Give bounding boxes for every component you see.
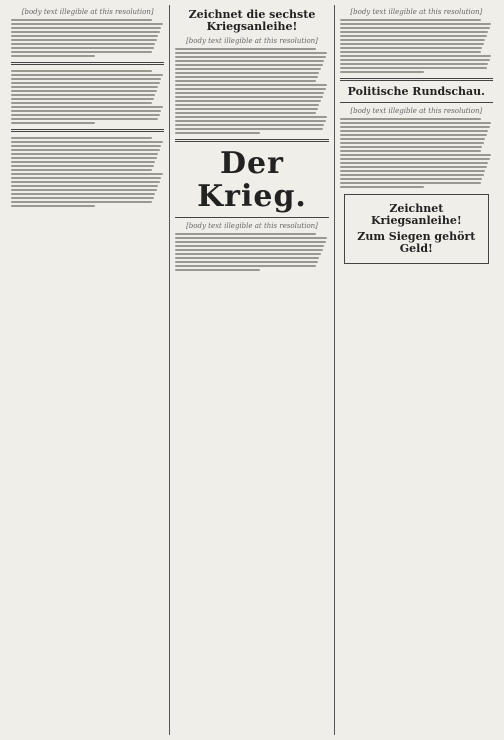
- text-line-placeholder: [11, 122, 95, 124]
- text-line-placeholder: [11, 94, 155, 96]
- text-line-placeholder: [11, 153, 158, 155]
- text-line-placeholder: [340, 27, 490, 29]
- body-text: [340, 19, 493, 73]
- divider: [11, 129, 164, 132]
- closing-appeal: [344, 194, 489, 264]
- text-line-placeholder: [11, 74, 163, 76]
- text-line-placeholder: [11, 106, 163, 108]
- body-text: [11, 137, 164, 207]
- body-text: [340, 118, 493, 188]
- column-left: [6, 5, 170, 735]
- text-line-placeholder: [11, 23, 163, 25]
- text-line-placeholder: [11, 161, 155, 163]
- divider: [175, 139, 328, 142]
- text-line-placeholder: [175, 88, 325, 90]
- text-line-placeholder: [340, 19, 481, 21]
- text-line-placeholder: [11, 82, 160, 84]
- text-line-placeholder: [11, 185, 158, 187]
- text-line-placeholder: [11, 137, 152, 139]
- text-line-placeholder: [175, 96, 322, 98]
- text-line-placeholder: [175, 128, 322, 130]
- closing-line-2: Zum Siegen gehört Geld!: [357, 230, 476, 256]
- illegible-note: [body text illegible at this resolution]: [186, 37, 318, 46]
- text-line-placeholder: [175, 104, 319, 106]
- text-line-placeholder: [175, 241, 325, 243]
- illegible-note: [body text illegible at this resolution]: [350, 8, 483, 16]
- text-line-placeholder: [175, 124, 324, 126]
- text-line-placeholder: [175, 261, 318, 263]
- appeal-heading: Zeichnet die sechste Kriegsanleihe!: [188, 8, 316, 34]
- text-line-placeholder: [175, 120, 325, 122]
- text-line-placeholder: [11, 114, 160, 116]
- illegible-note: [body text illegible at this resolution]: [21, 8, 154, 16]
- text-line-placeholder: [11, 43, 155, 45]
- divider: [11, 62, 164, 65]
- text-line-placeholder: [340, 31, 489, 33]
- text-line-placeholder: [175, 265, 316, 267]
- text-line-placeholder: [175, 269, 259, 271]
- text-line-placeholder: [340, 166, 487, 168]
- text-line-placeholder: [175, 52, 327, 54]
- text-line-placeholder: [11, 201, 152, 203]
- text-line-placeholder: [11, 165, 154, 167]
- text-line-placeholder: [340, 35, 487, 37]
- text-line-placeholder: [340, 130, 489, 132]
- text-line-placeholder: [11, 55, 95, 57]
- text-line-placeholder: [175, 237, 327, 239]
- text-line-placeholder: [11, 35, 158, 37]
- text-line-placeholder: [175, 60, 324, 62]
- text-line-placeholder: [175, 92, 324, 94]
- text-line-placeholder: [175, 245, 324, 247]
- text-line-placeholder: [340, 71, 424, 73]
- main-heading: Der Krieg.: [197, 146, 307, 215]
- text-line-placeholder: [11, 189, 157, 191]
- text-line-placeholder: [340, 55, 492, 57]
- illegible-note: [body text illegible at this resolution]: [186, 222, 318, 231]
- text-line-placeholder: [175, 132, 259, 134]
- body-text: [175, 48, 328, 134]
- column-middle: [170, 5, 334, 735]
- text-line-placeholder: [11, 98, 154, 100]
- text-line-placeholder: [340, 174, 484, 176]
- text-line-placeholder: [175, 72, 319, 74]
- text-line-placeholder: [340, 138, 486, 140]
- text-line-placeholder: [11, 193, 155, 195]
- column-right: [335, 5, 498, 735]
- text-line-placeholder: [11, 145, 161, 147]
- text-line-placeholder: [340, 158, 490, 160]
- text-line-placeholder: [340, 51, 481, 53]
- text-line-placeholder: [340, 126, 490, 128]
- text-line-placeholder: [340, 67, 487, 69]
- text-line-placeholder: [340, 142, 484, 144]
- body-text: [175, 233, 328, 271]
- divider: [340, 78, 493, 81]
- text-line-placeholder: [340, 162, 489, 164]
- text-line-placeholder: [175, 108, 318, 110]
- text-line-placeholder: [11, 78, 161, 80]
- text-line-placeholder: [175, 257, 319, 259]
- text-line-placeholder: [340, 122, 492, 124]
- text-line-placeholder: [11, 31, 160, 33]
- text-line-placeholder: [11, 173, 163, 175]
- text-line-placeholder: [11, 90, 157, 92]
- text-line-placeholder: [175, 100, 321, 102]
- text-line-placeholder: [11, 51, 152, 53]
- body-text: [11, 19, 164, 57]
- text-line-placeholder: [175, 80, 316, 82]
- text-line-placeholder: [175, 64, 322, 66]
- closing-line-1: Zeichnet Kriegsanleihe!: [370, 202, 462, 228]
- text-line-placeholder: [340, 154, 492, 156]
- body-text: [11, 70, 164, 124]
- text-line-placeholder: [11, 70, 152, 72]
- text-line-placeholder: [340, 134, 487, 136]
- text-line-placeholder: [340, 146, 483, 148]
- text-line-placeholder: [340, 178, 483, 180]
- text-line-placeholder: [11, 149, 160, 151]
- text-line-placeholder: [340, 59, 490, 61]
- text-line-placeholder: [175, 56, 325, 58]
- text-line-placeholder: [340, 170, 486, 172]
- text-line-placeholder: [340, 63, 489, 65]
- text-line-placeholder: [340, 39, 486, 41]
- text-line-placeholder: [175, 112, 316, 114]
- text-line-placeholder: [175, 68, 321, 70]
- text-line-placeholder: [11, 181, 160, 183]
- text-line-placeholder: [175, 76, 318, 78]
- text-line-placeholder: [175, 84, 327, 86]
- text-line-placeholder: [175, 116, 327, 118]
- text-line-placeholder: [11, 27, 161, 29]
- text-line-placeholder: [340, 186, 424, 188]
- text-line-placeholder: [340, 150, 481, 152]
- text-line-placeholder: [340, 43, 484, 45]
- text-line-placeholder: [11, 86, 158, 88]
- text-line-placeholder: [11, 169, 152, 171]
- text-line-placeholder: [175, 48, 316, 50]
- section-heading: Politische Rundschau.: [347, 85, 485, 98]
- illegible-note: [body text illegible at this resolution]: [350, 107, 483, 116]
- text-line-placeholder: [340, 47, 483, 49]
- divider: [175, 217, 328, 218]
- text-line-placeholder: [11, 157, 157, 159]
- text-line-placeholder: [11, 118, 158, 120]
- text-line-placeholder: [11, 141, 163, 143]
- text-line-placeholder: [11, 39, 157, 41]
- text-line-placeholder: [340, 118, 481, 120]
- text-line-placeholder: [175, 253, 321, 255]
- text-line-placeholder: [11, 177, 161, 179]
- text-line-placeholder: [175, 233, 316, 235]
- divider: [340, 102, 493, 103]
- text-line-placeholder: [175, 249, 322, 251]
- text-line-placeholder: [11, 47, 154, 49]
- text-line-placeholder: [340, 23, 492, 25]
- text-line-placeholder: [11, 110, 161, 112]
- text-line-placeholder: [11, 102, 152, 104]
- text-line-placeholder: [11, 205, 95, 207]
- text-line-placeholder: [11, 19, 152, 21]
- text-line-placeholder: [340, 182, 481, 184]
- text-line-placeholder: [11, 197, 154, 199]
